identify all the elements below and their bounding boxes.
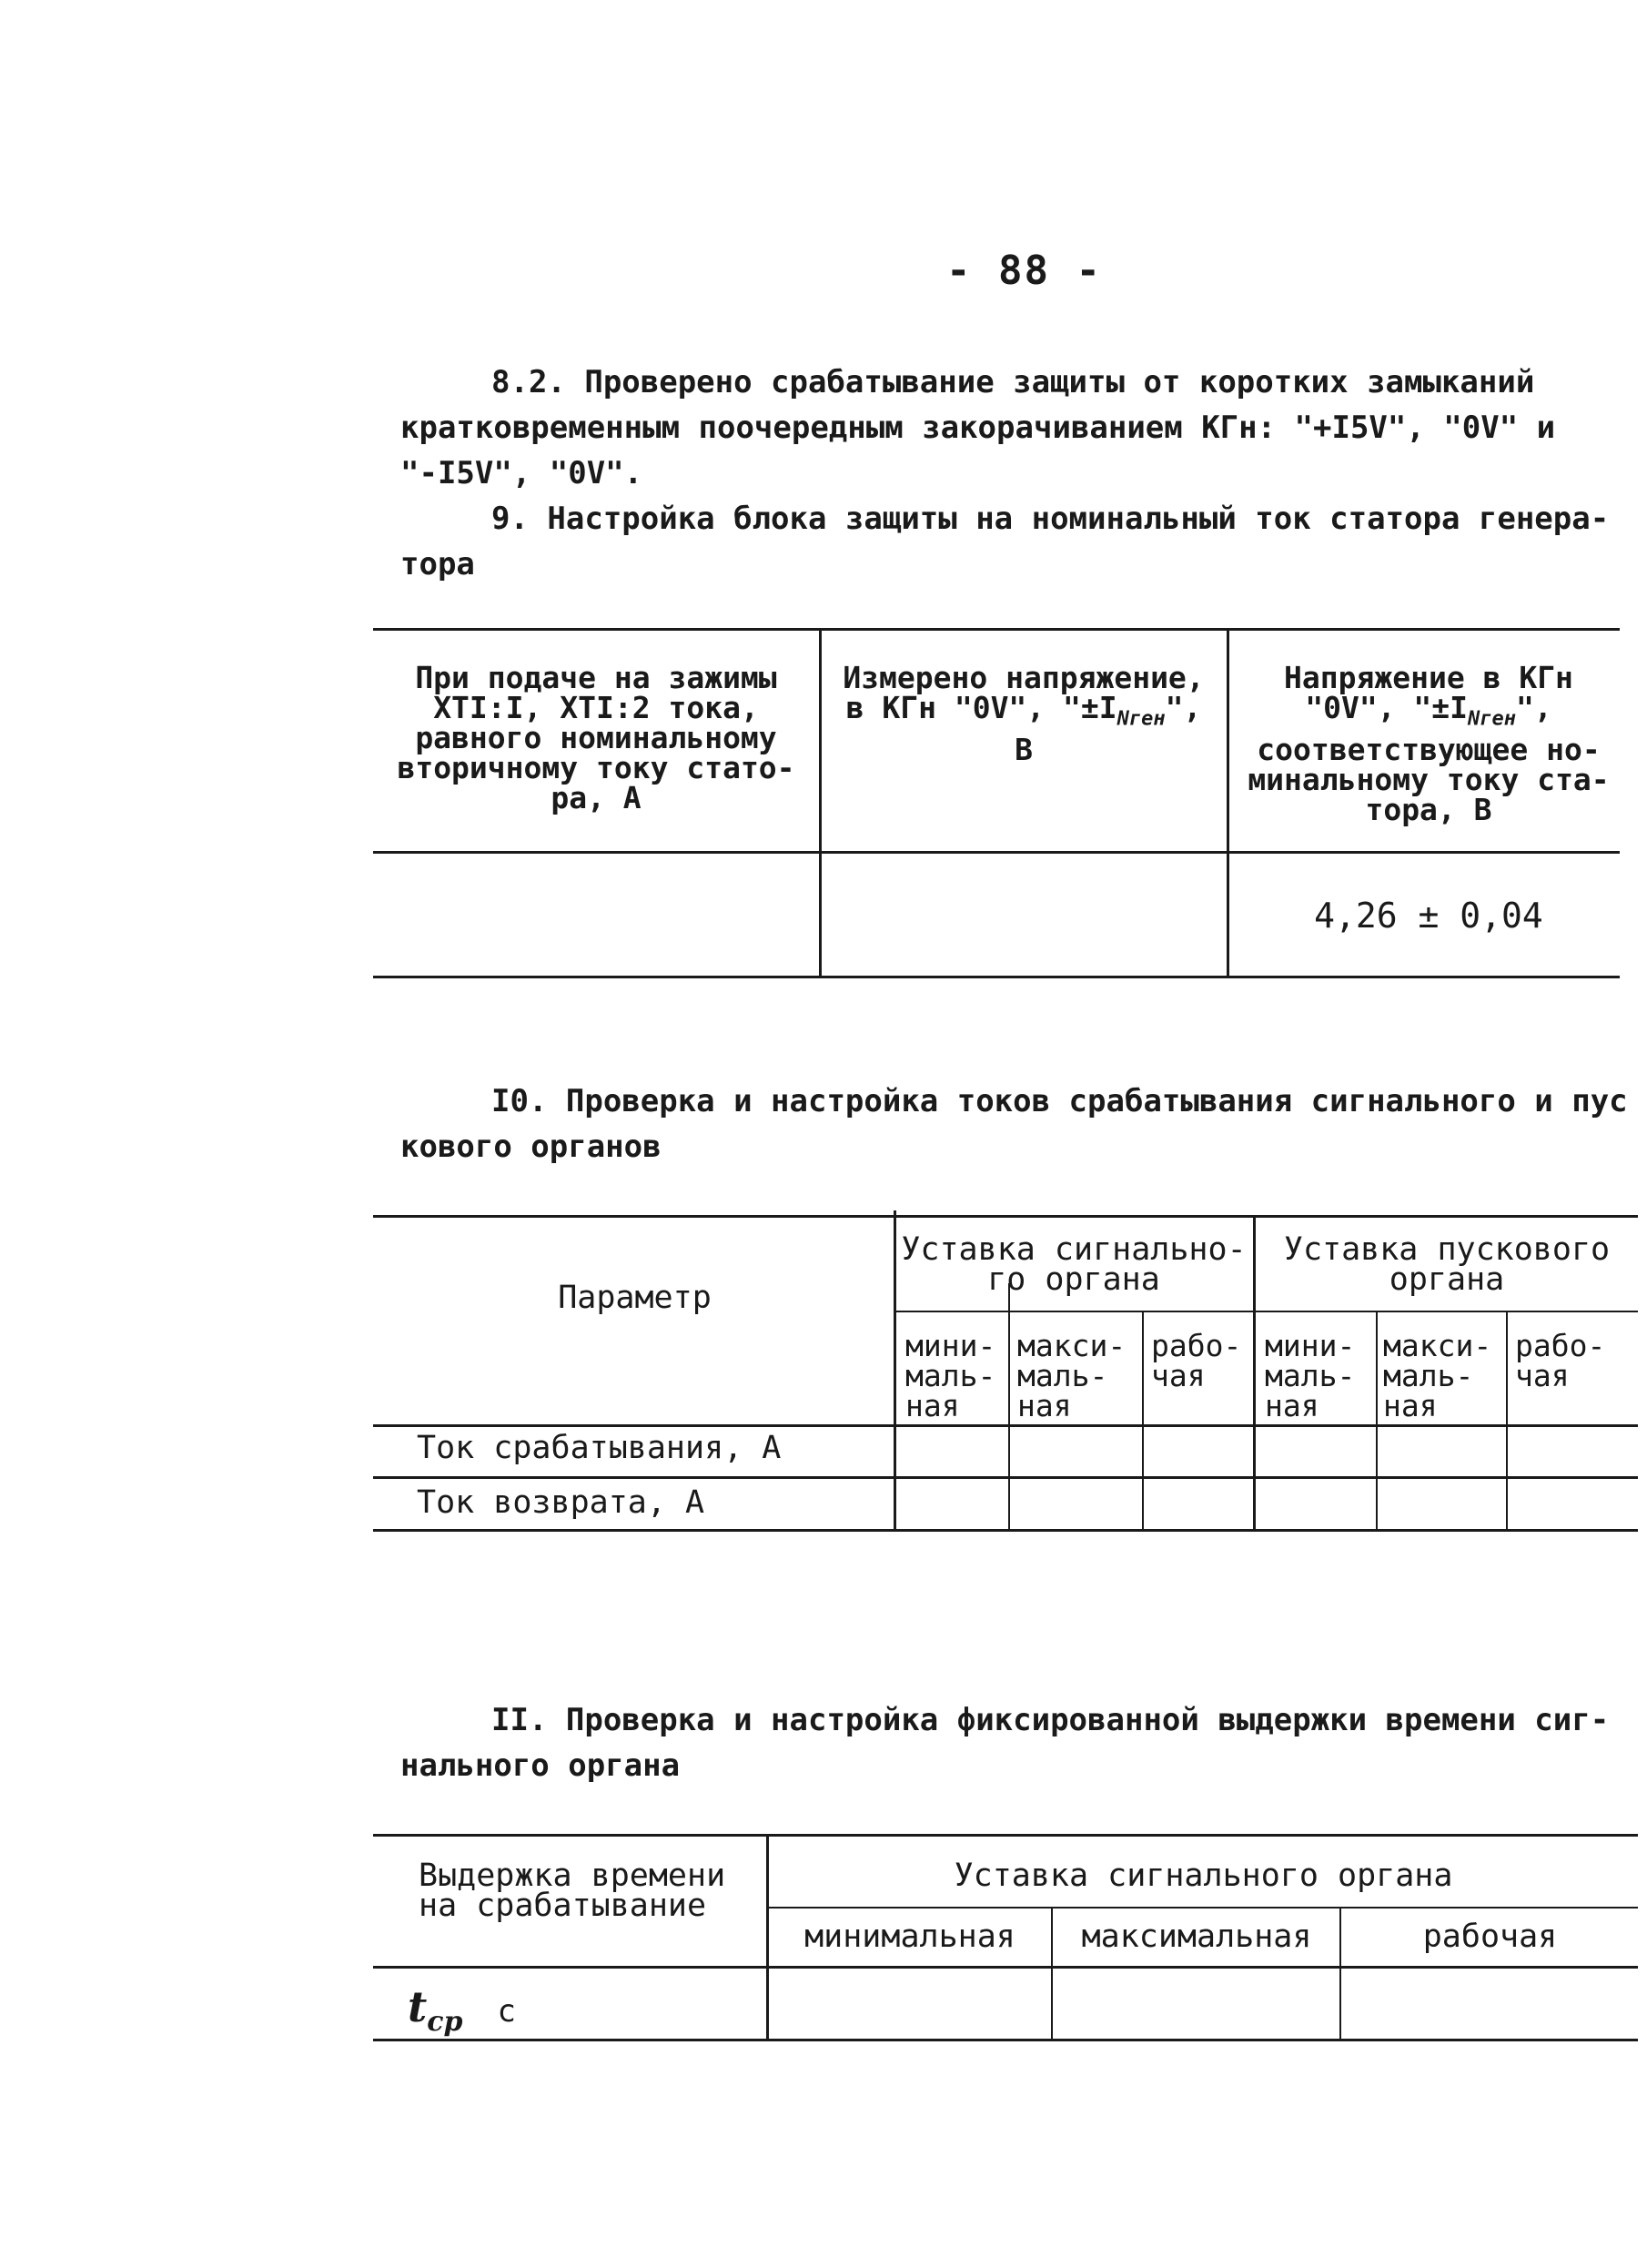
section-10-line-1: I0. Проверка и настройка токов срабатывания сигнального и пус — [491, 1083, 1628, 1119]
table-10-sub-4: мини- маль- ная — [1265, 1328, 1356, 1423]
table-11-sub-1: минимальная — [804, 1919, 1015, 1955]
table-10-param-header: Параметр — [558, 1280, 712, 1316]
section-9-text — [400, 496, 1609, 587]
section-9-line-2: тора — [400, 546, 475, 582]
table-9-col1-header: При подаче на зажимы XTI:I, XTI:2 тока, равного номинальному вторичному току стато- ра, А — [397, 660, 795, 815]
section-9-line-1: 9. Настройка блока защиты на номинальный ток статора генера- — [491, 501, 1610, 537]
section-11-line-1: II. Проверка и настройка фиксированной выдержки времени сиг- — [491, 1702, 1610, 1738]
section-10-line-2: кового органов — [400, 1129, 662, 1165]
table-10-group2-header: Уставка пускового органа — [1283, 1231, 1611, 1298]
table-11-group-header: Уставка сигнального органа — [954, 1858, 1453, 1894]
section-8-2-line-2: кратковременным поочередным закорачиванием КГн: "+I5V", "0V" и — [400, 410, 1556, 446]
table-9-col2-header: Измерено напряжение, в КГн "0V", "$\pm I_{Nген}$", В — [843, 660, 1205, 767]
section-8-2-line-1: 8.2. Проверено срабатывание защиты от коротких замыканий — [491, 364, 1535, 400]
section-11-text — [400, 1697, 1609, 1788]
table-10-group1-header: Уставка сигнально- го органа — [901, 1231, 1247, 1298]
section-10-text — [400, 1078, 1628, 1169]
table-10-row-label-1: Ток срабатывания, А — [417, 1430, 782, 1466]
table-9-col3-header: Напряжение в КГн "0V", "$\pm I_{Nген}$", соответствующее но- минальному току ста- тора, В — [1248, 660, 1610, 827]
table-9-row1-col3: 4,26 ± 0,04 — [1314, 896, 1543, 936]
page-number: - 88 - — [946, 248, 1102, 294]
section-11-line-2: нального органа — [400, 1747, 681, 1784]
table-10-sub-5: макси- маль- ная — [1383, 1328, 1492, 1423]
section-8-2-text — [400, 359, 1555, 496]
table-10-sub-3: рабо- чая — [1151, 1328, 1242, 1393]
section-8-2-line-3: "-I5V", "0V". — [400, 455, 643, 491]
table-11-row-label: $t_{ср}$ с — [408, 1982, 516, 2039]
table-10-sub-1: мини- маль- ная — [905, 1328, 996, 1423]
table-10-row-label-2: Ток возврата, А — [417, 1484, 705, 1521]
table-11-sub-3: рабочая — [1422, 1919, 1558, 1955]
table-11-col1-header: Выдержка времени на срабатывание — [419, 1858, 726, 1924]
table-11-sub-2: максимальная — [1081, 1919, 1312, 1955]
table-10-sub-6: рабо- чая — [1515, 1328, 1606, 1393]
table-10-sub-2: макси- маль- ная — [1017, 1328, 1127, 1423]
